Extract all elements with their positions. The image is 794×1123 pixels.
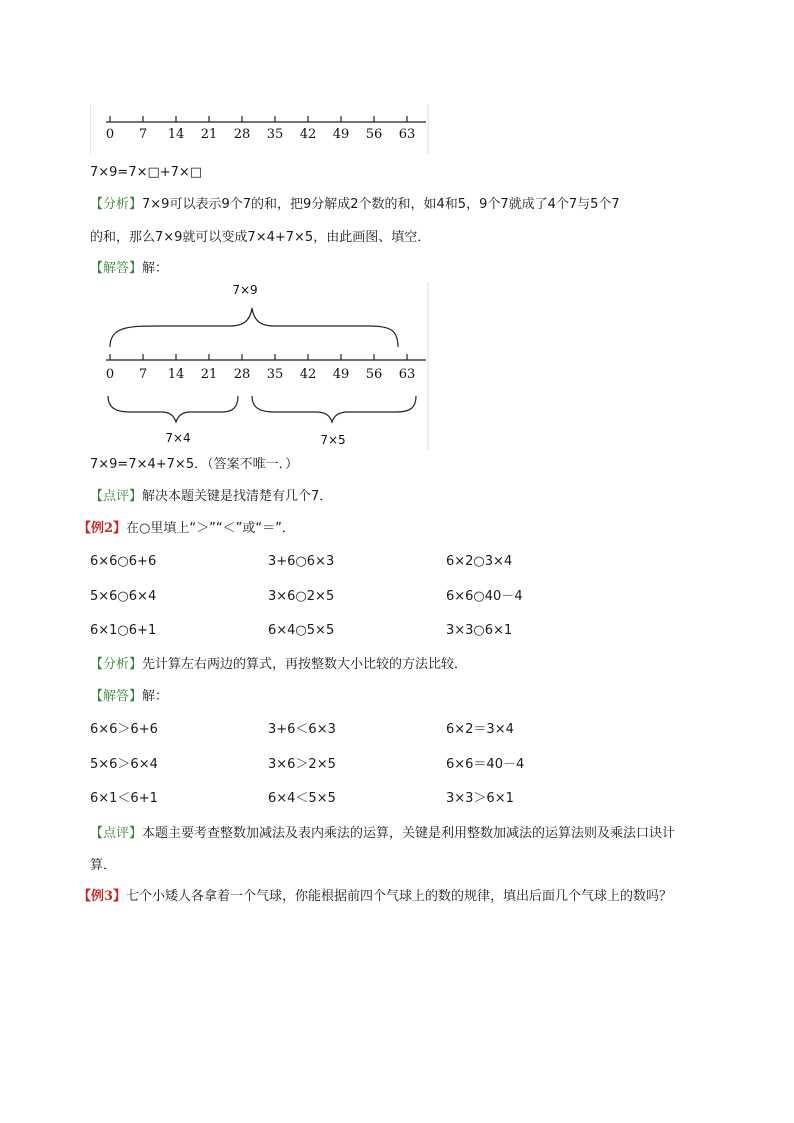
number-line-label: 63 [398,127,416,142]
answer-text: 解： [142,689,169,704]
brace-left-label: 7×4 [165,431,191,445]
comment-text: 解决本题关键是找清楚有几个7． [142,489,333,504]
answer-tag: 【解答】 [90,689,143,704]
example-3-label: 【例3】 [78,889,127,904]
analysis-text-2: 的和，那么7×9就可以变成7×4+7×5，由此画图、填空． [90,230,431,245]
q2-analysis [90,656,467,674]
q1-result: 7×9=7×4+7×5．（答案不唯一．） [90,457,299,472]
q2-ans-r1c2: 3+6＜6×3 [268,722,336,737]
q2-ans-r1c3: 6×2＝3×4 [446,722,514,737]
q3-question: 七个小矮人各拿着一个气球，你能根据前四个气球上的数的规律，填出后面几个气球上的数吗？ [126,889,673,904]
q2-comment [90,825,675,843]
number-line-label: 49 [332,367,350,382]
number-line-label: 7 [138,367,148,382]
q2-header [78,520,295,538]
q2-r3c1: 6×1○6+1 [90,623,157,638]
q2-r3c2: 6×4○5×5 [268,623,335,638]
q2-r3c3: 3×3○6×1 [446,623,513,638]
number-line-label: 63 [398,367,416,382]
q1-analysis [90,196,620,214]
number-line-figure-2 [90,282,440,450]
number-line-figure-1 [90,104,440,154]
number-line-label: 35 [266,127,284,142]
number-line-label: 14 [167,367,185,382]
q2-ans-r2c3: 6×6＝40－4 [446,757,525,772]
q2-r1c2: 3+6○6×3 [268,554,335,569]
answer-text: 解： [142,261,169,276]
q2-r1c1: 6×6○6+6 [90,554,157,569]
q2-r1c3: 6×2○3×4 [446,554,513,569]
number-line-label: 0 [105,127,115,142]
comment-tag: 【点评】 [90,826,143,841]
brace-top-label: 7×9 [232,283,258,297]
q2-ans-r3c1: 6×1＜6+1 [90,791,158,806]
analysis-tag: 【分析】 [90,197,143,212]
q2-ans-r3c2: 6×4＜5×5 [268,791,336,806]
comment-tag: 【点评】 [90,489,143,504]
q2-r2c1: 5×6○6×4 [90,589,157,604]
number-line-label: 7 [138,127,148,142]
number-line-label: 42 [299,127,317,142]
q2-ans-r2c1: 5×6＞6×4 [90,757,158,772]
number-line-label: 28 [233,127,251,142]
q1-answer [90,260,168,278]
q2-ans-r3c3: 3×3＞6×1 [446,791,514,806]
number-line-label: 0 [105,367,115,382]
number-line-label: 21 [200,367,218,382]
q2-r2c2: 3×6○2×5 [268,589,335,604]
q2-question: 在○里填上“＞”“＜”或“＝”． [126,521,295,536]
q2-r2c3: 6×6○40－4 [446,589,523,604]
number-line-label: 21 [200,127,218,142]
q1-comment [90,488,332,506]
analysis-text-1: 7×9可以表示9个7的和，把9分解成2个数的和，如4和5，9个7就成了4个7与5个7 [142,197,620,212]
brace-left [108,396,238,422]
comment-text-1: 本题主要考查整数加减法及表内乘法的运算，关键是利用整数加减法的运算法则及乘法口诀计 [142,826,676,841]
number-line-label: 56 [365,127,383,142]
number-line-label: 56 [365,367,383,382]
brace-top [110,308,398,347]
analysis-tag: 【分析】 [90,657,143,672]
brace-right-label: 7×5 [320,433,346,447]
q3-header [78,888,672,906]
number-line-label: 49 [332,127,350,142]
answer-tag: 【解答】 [90,261,143,276]
number-line-label: 35 [266,367,284,382]
q1-equation: 7×9=7×□+7×□ [90,165,203,180]
q2-ans-r2c2: 3×6＞2×5 [268,757,336,772]
brace-right [252,396,416,422]
q2-ans-r1c1: 6×6＞6+6 [90,722,158,737]
analysis-text: 先计算左右两边的算式，再按整数大小比较的方法比较． [142,657,468,672]
number-line-label: 14 [167,127,185,142]
example-2-label: 【例2】 [78,521,127,536]
number-line-label: 28 [233,367,251,382]
q2-answer [90,688,168,706]
comment-text-2: 算． [90,858,117,873]
number-line-label: 42 [299,367,317,382]
